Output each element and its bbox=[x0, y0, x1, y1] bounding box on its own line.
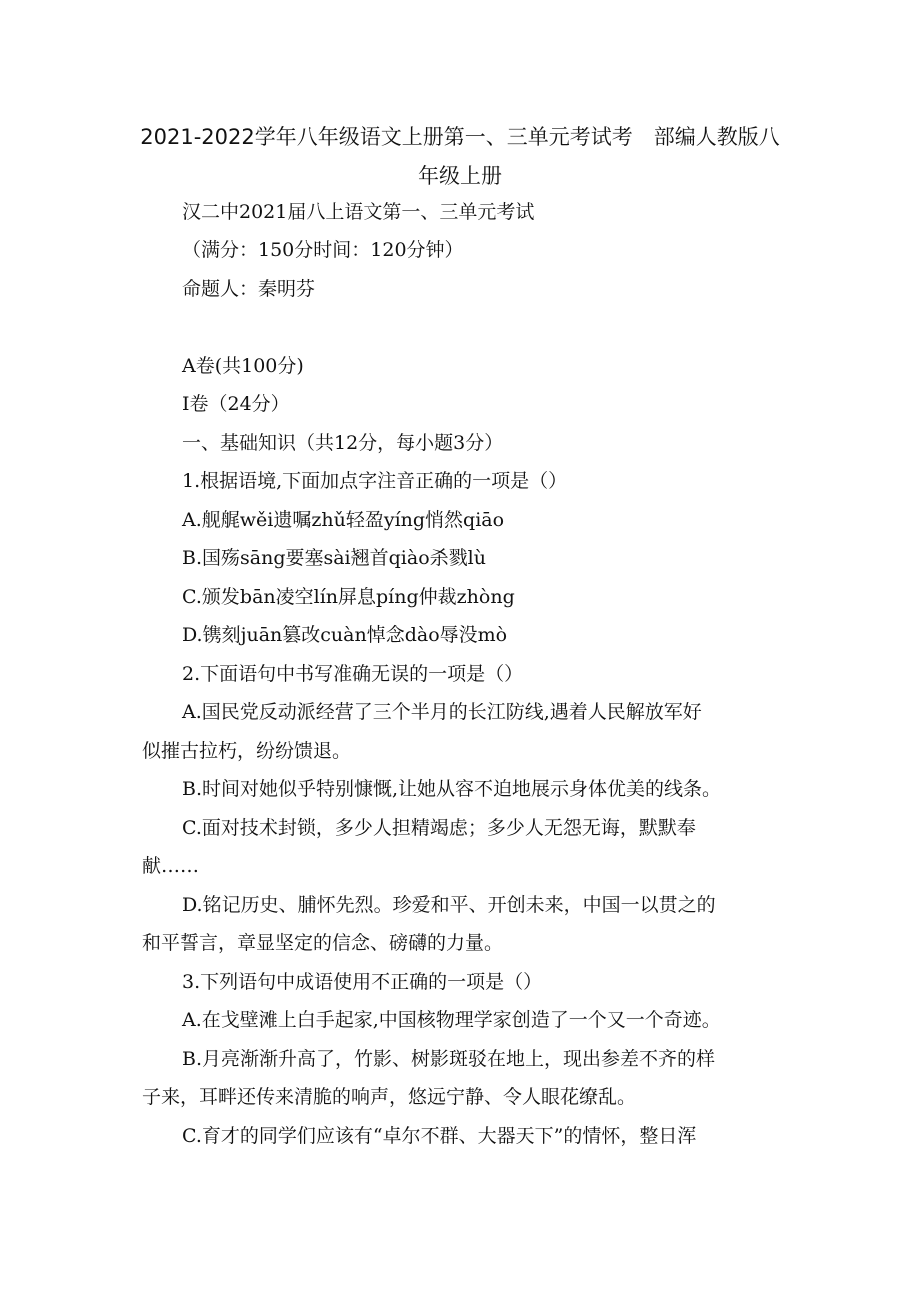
document-title-line-1: 2021-2022学年八年级语文上册第一、三单元考试考 部编人教版八 bbox=[140, 125, 780, 149]
basic-knowledge-heading: 一、基础知识（共12分，每小题3分） bbox=[182, 432, 504, 454]
question-2-option-c: C.面对技术封锁，多少人担精竭虑；多少人无怨无诲，默默奉 bbox=[182, 817, 696, 839]
question-1-option-a: A.舰艉wěi遗嘱zhǔ轻盈yíng悄然qiāo bbox=[182, 509, 505, 531]
exam-name: 汉二中2021届八上语文第一、三单元考试 bbox=[182, 201, 535, 223]
question-1-option-d: D.镌刻juān篡改cuàn悼念dào辱没mò bbox=[182, 624, 508, 646]
question-2-option-b: B.时间对她似乎特别慷慨,让她从容不迫地展示身体优美的线条。 bbox=[182, 778, 722, 800]
question-2-option-d-cont: 和平誓言，章显坚定的信念、磅礴的力量。 bbox=[142, 932, 504, 954]
exam-author: 命题人：秦明芬 bbox=[182, 278, 316, 300]
question-3-option-b-cont: 子来，耳畔还传来清脆的响声，悠远宁静、令人眼花缭乱。 bbox=[142, 1086, 637, 1108]
section-a-heading: A卷(共100分) bbox=[182, 355, 304, 377]
question-1: 1.根据语境,下面加点字注音正确的一项是（） bbox=[182, 470, 568, 492]
question-3: 3.下列语句中成语使用不正确的一项是（） bbox=[182, 971, 543, 993]
part-1-heading: I卷（24分） bbox=[182, 393, 290, 415]
question-2-option-d: D.铭记历史、脯怀先烈。珍爱和平、开创未来，中国一以贯之的 bbox=[182, 894, 716, 916]
question-2: 2.下面语句中书写准确无误的一项是（） bbox=[182, 663, 524, 685]
document-title-line-2: 年级上册 bbox=[418, 164, 502, 188]
question-3-option-b: B.月亮渐渐升高了，竹影、树影斑驳在地上，现出参差不齐的样 bbox=[182, 1048, 716, 1070]
question-2-option-a: A.国民党反动派经营了三个半月的长江防线,遇着人民解放军好 bbox=[182, 701, 702, 723]
question-3-option-c: C.育才的同学们应该有“卓尔不群、大器天下”的情怀，整日浑 bbox=[182, 1125, 697, 1147]
question-1-option-b: B.国殇sāng要塞sài翘首qiào杀戮lù bbox=[182, 547, 486, 569]
question-2-option-c-cont: 献…… bbox=[142, 855, 200, 877]
question-3-option-a: A.在戈壁滩上白手起家,中国核物理学家创造了一个又一个奇迹。 bbox=[182, 1009, 721, 1031]
question-2-option-a-cont: 似摧古拉朽，纷纷馈退。 bbox=[142, 740, 352, 762]
question-1-option-c: C.颁发bān凌空lín屏息píng仲裁zhòng bbox=[182, 586, 515, 608]
exam-score-time: （满分：150分时间：120分钟） bbox=[182, 239, 464, 261]
